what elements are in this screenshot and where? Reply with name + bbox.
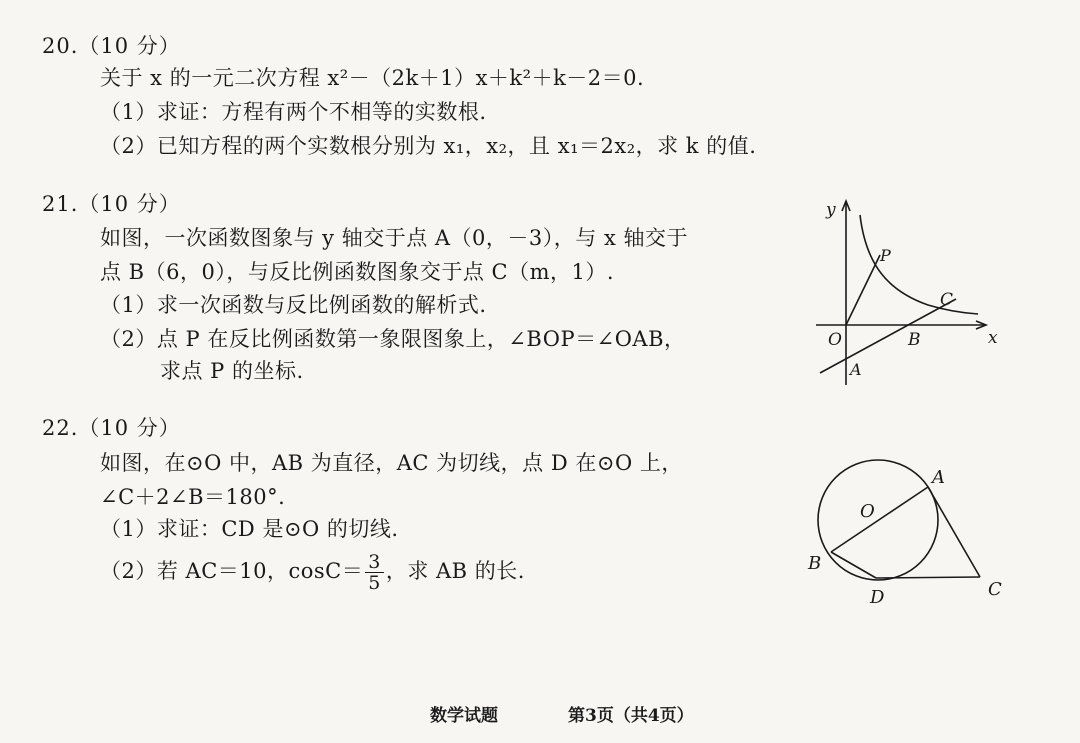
q22-part2 [100, 552, 525, 593]
q21-label-x: x [988, 328, 998, 348]
q22-label-c: C [988, 579, 1002, 600]
q22-part2-suffix: ，求 AB 的长. [385, 559, 525, 583]
q22-fraction-denominator: 5 [368, 572, 381, 594]
q22-label-a: A [932, 467, 945, 488]
q21-part2-line2: 求点 P 的坐标. [160, 359, 304, 383]
q21-label-y: y [826, 200, 836, 220]
q22-label-o: O [860, 501, 875, 522]
q21-label-c: C [940, 290, 954, 310]
q22-figure [798, 455, 1013, 615]
q22-segment-dc [876, 577, 980, 578]
q21-stem-line1: 如图，一次函数图象与 y 轴交于点 A（0，－3），与 x 轴交于 [100, 226, 688, 250]
q21-figure [808, 195, 1008, 395]
footer-page-number: 第3页（共4页） [568, 706, 694, 726]
q21-part1: （1）求一次函数与反比例函数的解析式. [100, 293, 487, 317]
q21-segment-op [846, 255, 880, 325]
q21-label-a: A [850, 360, 862, 379]
q22-diameter-ab [831, 487, 928, 552]
q21-hyperbola-graph [860, 215, 978, 314]
q20-part1: （1）求证：方程有两个不相等的实数根. [100, 100, 487, 124]
q21-label-p: P [880, 246, 891, 265]
q21-label-o: O [828, 330, 842, 350]
q22-label-d: D [870, 587, 885, 608]
q22-part1: （1）求证：CD 是⊙O 的切线. [100, 517, 399, 541]
q20-part2: （2）已知方程的两个实数根分别为 x₁，x₂，且 x₁＝2x₂，求 k 的值. [100, 134, 757, 158]
q22-tangent-ac [928, 487, 980, 577]
q20-stem: 关于 x 的一元二次方程 x²－（2k＋1）x＋k²＋k－2＝0. [100, 66, 645, 90]
q22-fraction [365, 552, 384, 593]
q22-stem-line2: ∠C＋2∠B＝180°. [100, 485, 286, 509]
q20-heading: 20.（10 分） [42, 34, 181, 58]
q21-heading: 21.（10 分） [42, 192, 181, 216]
footer-subject: 数学试题 [430, 706, 498, 726]
q22-stem-line1: 如图，在⊙O 中，AB 为直径，AC 为切线，点 D 在⊙O 上， [100, 451, 683, 475]
q21-label-b: B [908, 330, 921, 350]
q22-part2-prefix: （2）若 AC＝10，cosC＝ [100, 559, 364, 583]
q21-part2-line1: （2）点 P 在反比例函数第一象限图象上，∠BOP＝∠OAB， [100, 327, 686, 351]
q22-fraction-numerator: 3 [365, 552, 384, 573]
q22-heading: 22.（10 分） [42, 416, 181, 440]
q22-label-b: B [808, 553, 822, 574]
q21-stem-line2: 点 B（6，0），与反比例函数图象交于点 C（m，1）. [100, 260, 615, 284]
